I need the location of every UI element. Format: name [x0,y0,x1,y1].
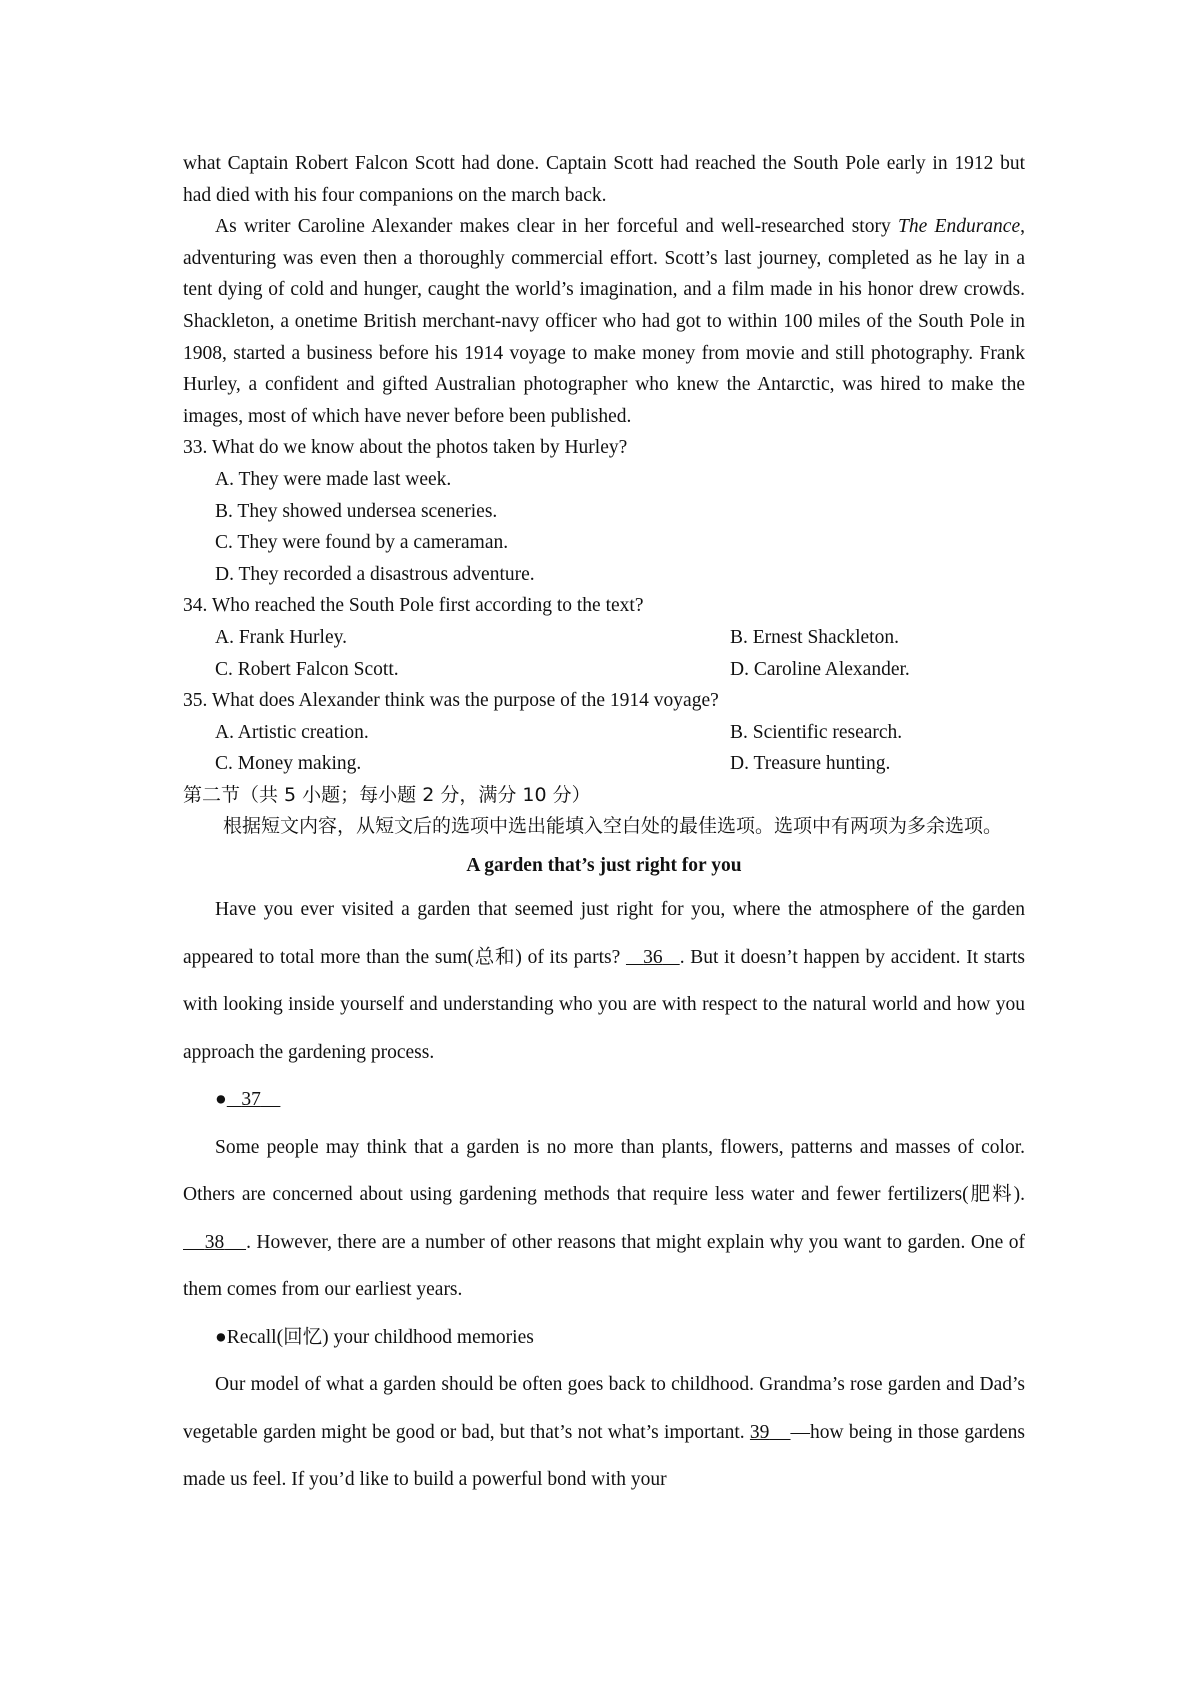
cloze-text: Have you ever visited a garden that seemed just right for you, where the atmosphere of the garden appeared to total more than the sum(总和) of its parts? [183,899,1025,968]
cloze-text: . However, there are a number of other reasons that might explain why you want to garden. One of them comes from our earliest years. [183,1231,1025,1301]
cloze-text: Some people may think that a garden is no more than plants, flowers, patterns and masses of color. Others are concerned about using gardening methods that require less water and fewer fertilizers(肥料). [183,1136,1025,1206]
blank-number: 37 [241,1089,261,1111]
passage-title: A garden that’s just right for you [466,855,742,877]
cloze-paragraph-3 [183,1361,1025,1504]
passage-paragraph-2-text-b: , adventuring was even then a thoroughly commercial effort. Scott’s last journey, completed as he lay in a tent dying of cold and hunger, caught the world’s imagination, and a film made in his honor drew crowds. Shackleton, a onetime British merchant-navy officer who had got to within 100 miles of the South Pole in 1908, started a business before his 1914 voyage to make money from movie and still photography. Frank Hurley, a confident and gifted Australian photographer who knew the Antarctic, was hired to make the images, most of which have never before been published. [183,216,1025,427]
passage-paragraph-2 [183,211,1025,432]
option-a: A. They were made last week. [215,468,452,490]
blank-number: 36 [643,946,663,968]
bullet-heading-37 [183,1076,1025,1124]
section-instruction: 根据短文内容，从短文后的选项中选出能填入空白处的最佳选项。选项中有两项为多余选项。 [223,815,1003,838]
cloze-text: Our model of what a garden should be often goes back to childhood. Grandma’s rose garden and Dad’s vegetable garden might be good or bad, but that’s not what’s important. [183,1374,1025,1443]
question-35 [183,685,1025,780]
book-title: The Endurance [898,216,1021,238]
option-row [183,654,1025,686]
option-row [183,717,1025,749]
option-c: C. Money making. [215,753,362,775]
section-heading: 第二节（共 5 小题；每小题 2 分，满分 10 分） [183,783,591,806]
option-b: B. Ernest Shackleton. [730,626,899,648]
blank-37 [227,1089,281,1110]
option-c: C. Robert Falcon Scott. [215,658,399,680]
question-stem: 34. Who reached the South Pole first according to the text? [183,595,644,617]
cloze-text: . But it doesn’t happen by accident. It starts with looking inside yourself and understanding who you are with respect to the natural world and how you approach the gardening process. [183,946,1026,1063]
blank-number: 39 [749,1421,770,1443]
passage-paragraph-2-text-a: As writer Caroline Alexander makes clear in her forceful and well-researched story [215,216,899,238]
cloze-paragraph-2 [183,1124,1025,1314]
option-b: B. They showed undersea sceneries. [215,500,498,522]
blank-36 [626,947,680,968]
option-d: D. They recorded a disastrous adventure. [215,563,535,585]
option-a: A. Frank Hurley. [215,626,347,648]
question-34 [183,590,1025,685]
option-c: C. They were found by a cameraman. [215,532,509,554]
blank-number: 38 [204,1231,225,1253]
question-33 [183,432,1025,590]
option-b: B. Scientific research. [730,721,903,743]
option-d: D. Caroline Alexander. [730,658,910,680]
cloze-text: —how being in those gardens made us feel. If you’d like to build a powerful bond with your [183,1421,1025,1491]
question-stem: 33. What do we know about the photos taken by Hurley? [183,437,628,459]
cloze-passage [183,886,1025,1504]
blank-39 [750,1422,791,1443]
cloze-paragraph-1 [183,886,1025,1076]
passage-paragraph-1: what Captain Robert Falcon Scott had done. Captain Scott had reached the South Pole early in 1912 but had died with his four companions on the march back. [183,153,1025,206]
option-a: A. Artistic creation. [215,721,369,743]
option-d: D. Treasure hunting. [730,753,891,775]
option-row [183,748,1025,780]
question-stem: 35. What does Alexander think was the purpose of the 1914 voyage? [183,690,719,712]
blank-38 [183,1232,246,1253]
option-row [183,622,1025,654]
subheading-recall: ●Recall(回忆) your childhood memories [215,1326,534,1348]
exam-page [183,148,1025,1504]
bullet-icon: ● [215,1089,227,1111]
